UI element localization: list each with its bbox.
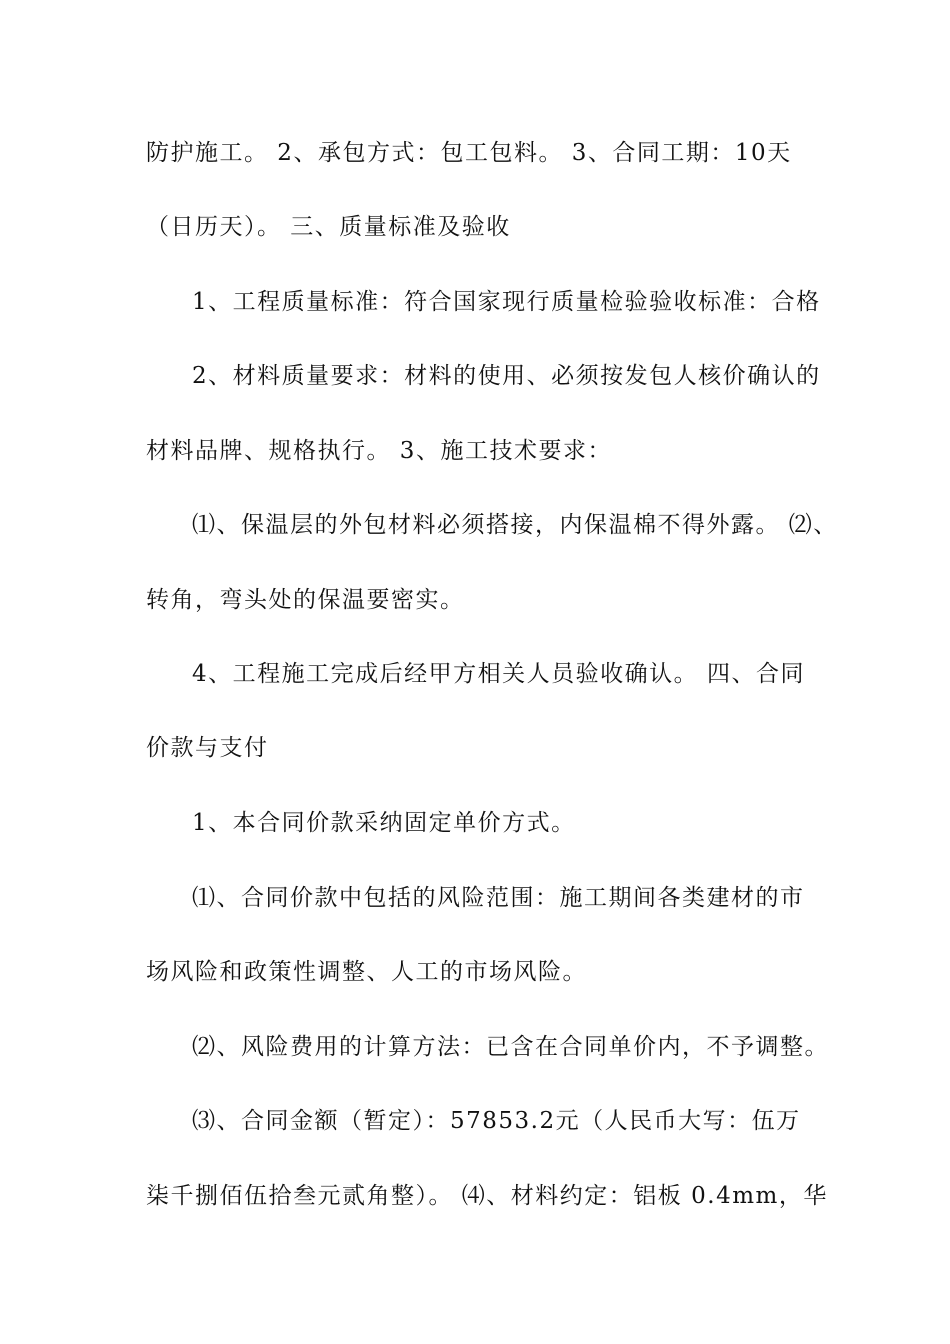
text-line-3: 1、工程质量标准：符合国家现行质量检验验收标准：合格: [192, 289, 821, 315]
text-line-11: ⑴、合同价款中包括的风险范围：施工期间各类建材的市: [192, 885, 805, 911]
text-line-7: 转角，弯头处的保温要密实。: [146, 587, 465, 613]
text-line-1: 防护施工。 2、承包方式：包工包料。 3、合同工期：10天: [146, 140, 792, 166]
text-line-13: ⑵、风险费用的计算方法：已含在合同单价内，不予调整。: [192, 1034, 829, 1060]
text-line-12: 场风险和政策性调整、人工的市场风险。: [146, 959, 587, 985]
text-line-14: ⑶、合同金额（暂定）：57853.2元（人民币大写：伍万: [192, 1108, 801, 1134]
text-line-8: 4、工程施工完成后经甲方相关人员验收确认。 四、合同: [192, 661, 805, 687]
text-line-6: ⑴、保温层的外包材料必须搭接，内保温棉不得外露。 ⑵、: [192, 512, 838, 538]
text-line-2: （日历天）。 三、质量标准及验收: [146, 214, 511, 240]
text-line-9: 价款与支付: [146, 735, 269, 761]
text-line-10: 1、本合同价款采纳固定单价方式。: [192, 810, 576, 836]
text-line-5: 材料品牌、规格执行。 3、施工技术要求：: [146, 438, 612, 464]
text-line-15: 柒千捌佰伍拾叁元贰角整）。 ⑷、材料约定：铝板 0.4mm，华: [146, 1183, 828, 1209]
text-line-4: 2、材料质量要求：材料的使用、必须按发包人核价确认的: [192, 363, 821, 389]
